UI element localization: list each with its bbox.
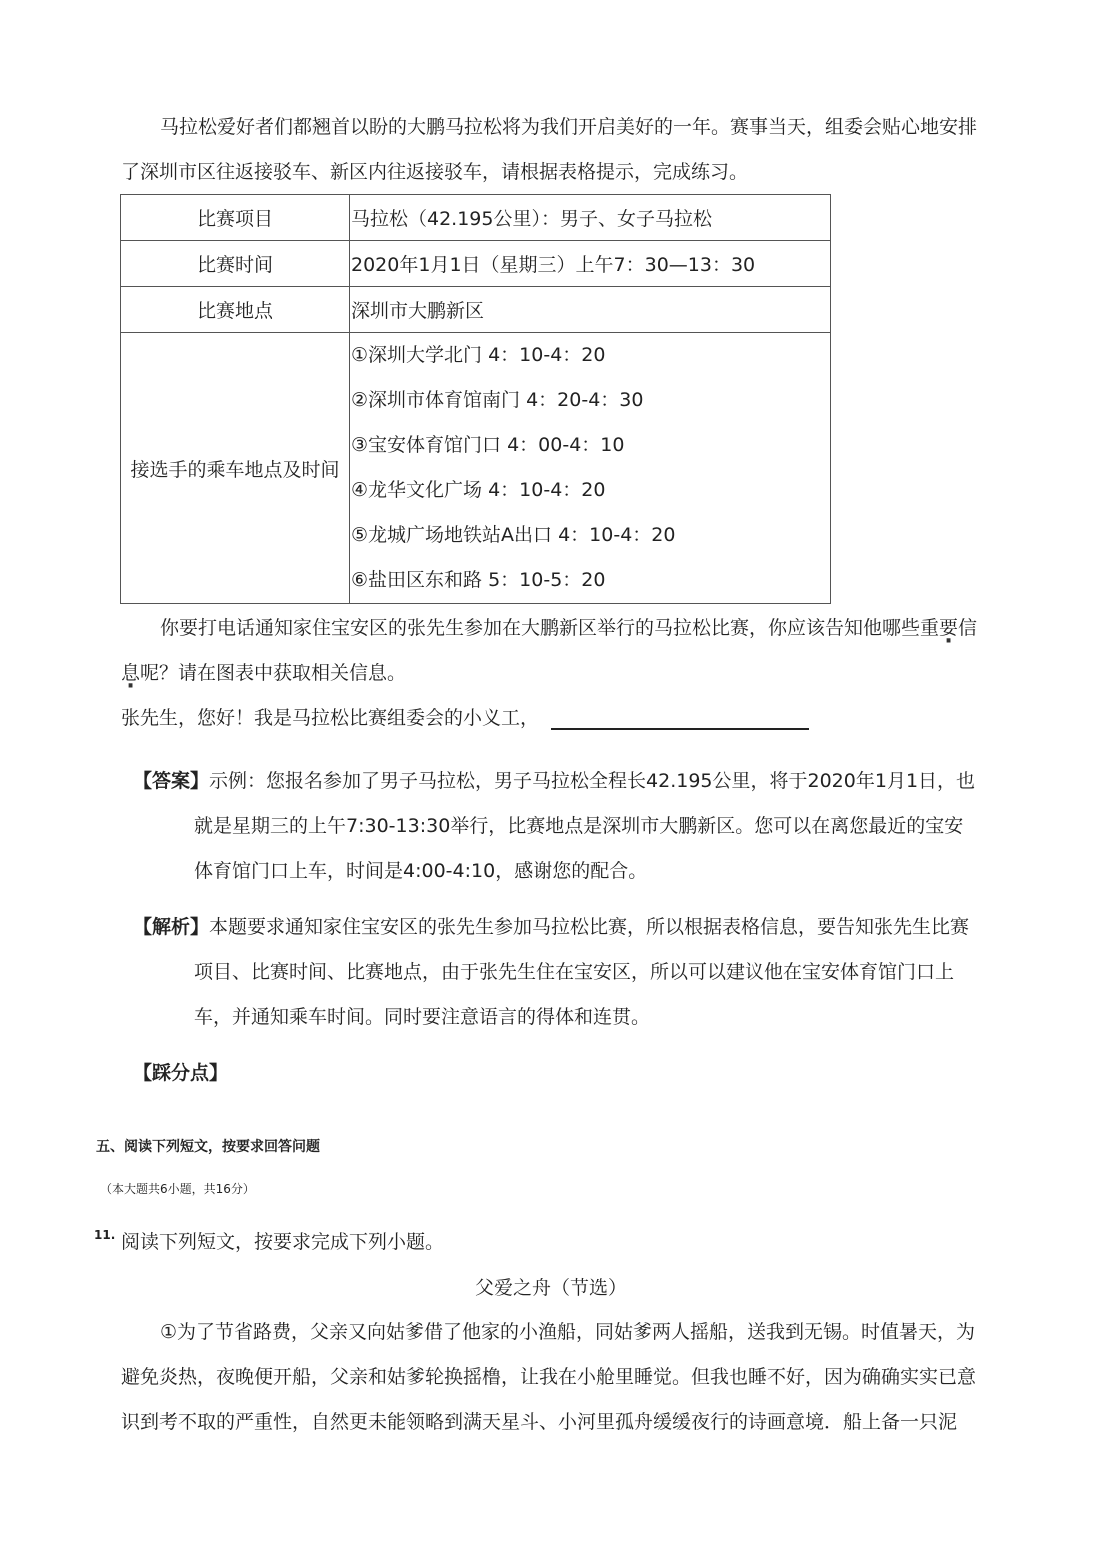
pickup-stops	[350, 333, 831, 604]
answer-blank[interactable]	[551, 706, 809, 730]
scoring-label: 【踩分点】	[133, 1062, 229, 1084]
analysis-label: 【解析】	[133, 916, 210, 938]
passage-line-3: 识到考不取的严重性，自然更未能领略到满天星斗、小河里孤舟缓缓夜行的诗画意境．船上备一只泥	[121, 1411, 958, 1433]
question-text: 你要打电话通知家住宝安区的张先生参加在大鹏新区举行的马拉松比赛，你应该告知他哪些	[160, 617, 921, 639]
row-value: 深圳市大鹏新区	[350, 287, 831, 333]
question-number: 11.	[94, 1228, 116, 1242]
row-value: 2020年1月1日（星期三）上午7：30—13：30	[350, 241, 831, 287]
table-row-pickup	[121, 333, 831, 604]
pickup-label: 接选手的乘车地点及时间	[121, 333, 350, 604]
row-label: 比赛项目	[121, 195, 350, 241]
table-row	[121, 287, 831, 333]
answer-prompt: 张先生，您好！我是马拉松比赛组委会的小义工，	[121, 707, 540, 729]
analysis-line-1	[133, 915, 969, 939]
answer-prompt-line	[121, 706, 809, 730]
analysis-line-3: 车，并通知乘车时间。同时要注意语言的得体和连贯。	[194, 1006, 651, 1028]
pickup-stop: ⑥盐田区东和路 5：10-5：20	[351, 569, 606, 591]
section-title: 五、阅读下列短文，按要求回答问题	[96, 1139, 320, 1155]
question-line-2	[121, 661, 406, 685]
pickup-stop: ③宝安体育馆门口 4：00-4：10	[351, 434, 625, 456]
analysis-text: 本题要求通知家住宝安区的张先生参加马拉松比赛，所以根据表格信息，要告知张先生比赛	[209, 916, 970, 938]
pickup-stop: ⑤龙城广场地铁站A出口 4：10-4：20	[351, 524, 676, 546]
answer-label: 【答案】	[133, 770, 210, 792]
row-label: 比赛时间	[121, 241, 350, 287]
answer-line-3: 体育馆门口上车，时间是4:00-4:10，感谢您的配合。	[194, 860, 648, 882]
pickup-stop: ④龙华文化广场 4：10-4：20	[351, 479, 606, 501]
emphasized-text: 息	[121, 662, 141, 684]
question-text: 呢？请在图表中获取相关信息。	[140, 662, 407, 684]
analysis-line-2: 项目、比赛时间、比赛地点，由于张先生住在宝安区，所以可以建议他在宝安体育馆门口上	[194, 961, 955, 983]
intro-line-2: 了深圳市区往返接驳车、新区内往返接驳车，请根据表格提示，完成练习。	[121, 161, 749, 183]
pickup-stop: ②深圳市体育馆南门 4：20-4：30	[351, 389, 644, 411]
section-subtitle: （本大题共6小题，共16分）	[100, 1182, 255, 1196]
pickup-stop: ①深圳大学北门 4：10-4：20	[351, 344, 606, 366]
intro-line-1: 马拉松爱好者们都翘首以盼的大鹏马拉松将为我们开启美好的一年。赛事当天，组委会贴心地安排	[160, 116, 978, 138]
emphasized-text: 重要信	[920, 617, 978, 639]
marathon-info-table	[120, 194, 831, 604]
answer-line-2: 就是星期三的上午7:30-13:30举行，比赛地点是深圳市大鹏新区。您可以在离您最近的宝安	[194, 815, 964, 837]
row-label: 比赛地点	[121, 287, 350, 333]
row-value: 马拉松（42.195公里）：男子、女子马拉松	[350, 195, 831, 241]
answer-text: 示例：您报名参加了男子马拉松，男子马拉松全程长42.195公里，将于2020年1月1日，也	[209, 770, 976, 792]
question-line-1	[160, 616, 977, 640]
table-row	[121, 241, 831, 287]
passage-line-2: 避免炎热，夜晚便开船，父亲和姑爹轮换摇橹，让我在小舱里睡觉。但我也睡不好，因为确确实实已意	[121, 1366, 977, 1388]
answer-line-1	[133, 769, 975, 793]
question-prompt: 阅读下列短文，按要求完成下列小题。	[121, 1231, 445, 1253]
table-row	[121, 195, 831, 241]
passage-line-1: ①为了节省路费，父亲又向姑爹借了他家的小渔船，同姑爹两人摇船，送我到无锡。时值暑天，为	[160, 1321, 976, 1343]
passage-title: 父爱之舟（节选）	[474, 1277, 627, 1299]
